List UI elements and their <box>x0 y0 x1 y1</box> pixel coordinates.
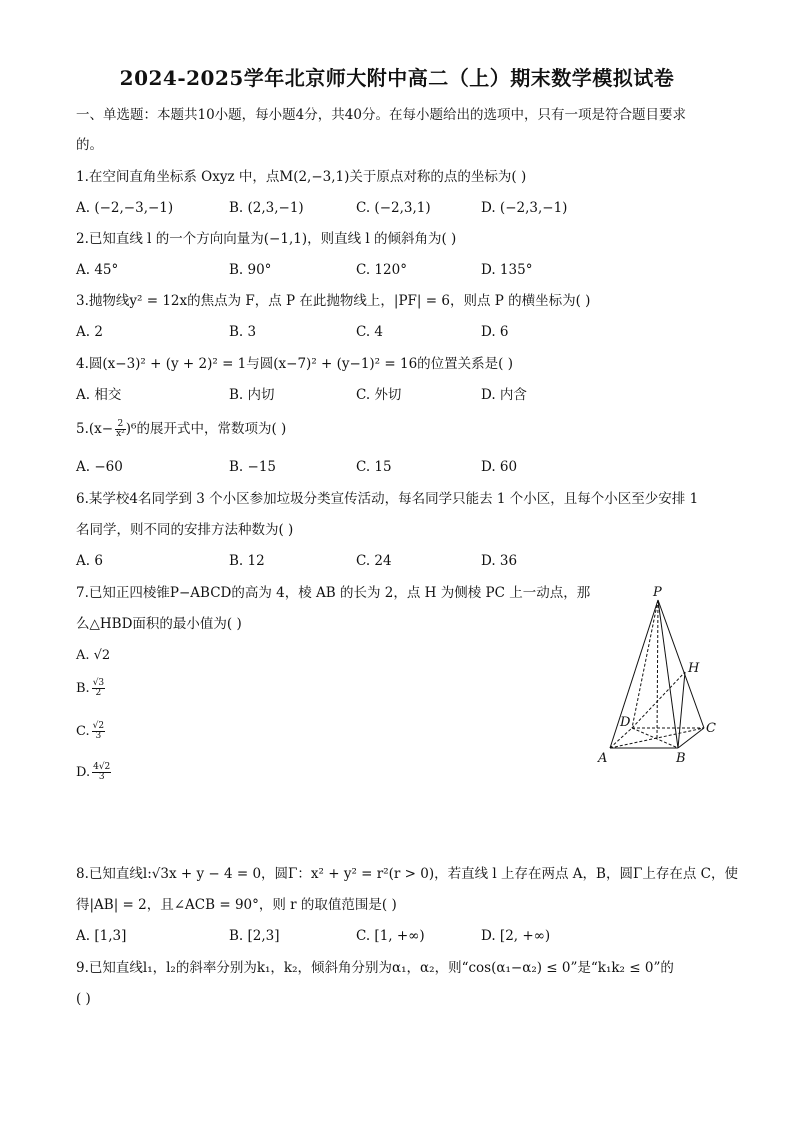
question-2-option-c: C. 120° <box>356 262 407 278</box>
question-2-option-a: A. 45° <box>76 262 119 278</box>
question-8-stem-line2: 得|AB| = 2，且∠ACB = 90°，则 r 的取值范围是( ) <box>76 897 397 913</box>
question-5-option-a: A. −60 <box>76 459 123 475</box>
height-line <box>657 600 658 738</box>
question-3-option-d: D. 6 <box>481 324 509 340</box>
question-5-fraction <box>115 420 126 439</box>
question-2-stem: 2.已知直线 l 的一个方向向量为(−1,1)，则直线 l 的倾斜角为( ) <box>76 231 457 247</box>
question-1-option-a: A. (−2,−3,−1) <box>76 200 174 216</box>
question-7-option-d-den: 3 <box>98 772 105 782</box>
question-1-option-c: C. (−2,3,1) <box>356 200 431 216</box>
question-5-option-b: B. −15 <box>229 459 276 475</box>
question-1-stem: 1.在空间直角坐标系 Oxyz 中，点M(2,−3,1)关于原点对称的点的坐标为( ) <box>76 169 527 185</box>
question-6-stem-line1: 6.某学校4名同学到 3 个小区参加垃圾分类宣传活动，每名同学只能去 1 个小区，且每个小区至少安排 1 <box>76 491 699 507</box>
question-1-option-b: B. (2,3,−1) <box>229 200 304 216</box>
question-6-stem-line2: 名同学，则不同的安排方法种数为( ) <box>76 522 294 538</box>
question-5-stem <box>76 420 286 439</box>
question-8-stem-line1: 8.已知直线l:√3x + y − 4 = 0，圆Γ：x² + y² = r²(r > 0)，若直线 l 上存在两点 A，B，圆Γ上存在点 C，使 <box>76 866 738 882</box>
question-3-option-b: B. 3 <box>229 324 257 340</box>
question-2-option-d: D. 135° <box>481 262 533 278</box>
question-7-option-b-num: √3 <box>92 678 105 688</box>
label-h: H <box>688 661 700 676</box>
question-7-option-b-fraction <box>92 679 105 698</box>
question-7-stem-line2: 么△HBD面积的最小值为( ) <box>76 616 242 632</box>
question-7-option-d-label: D. <box>76 765 91 780</box>
question-7-option-d-fraction <box>92 763 111 782</box>
question-8-option-a: A. [1,3] <box>76 928 127 944</box>
question-8-option-c: C. [1, +∞) <box>356 928 425 944</box>
question-5-option-c: C. 15 <box>356 459 392 475</box>
question-5-frac-num: 2 <box>115 420 126 430</box>
question-4-option-a: A. 相交 <box>76 387 122 403</box>
question-5-stem-post: )⁶的展开式中，常数项为( ) <box>125 421 287 437</box>
question-7-option-c-label: C. <box>76 724 90 739</box>
question-7-option-b <box>76 679 105 698</box>
question-7-option-c <box>76 722 105 741</box>
segment-hb <box>678 672 685 748</box>
question-6-option-b: B. 12 <box>229 553 265 569</box>
question-7-stem-line1: 7.已知正四棱锥P−ABCD的高为 4，棱 AB 的长为 2，点 H 为侧棱 PC 上一动点，那 <box>76 585 591 601</box>
label-c: C <box>706 721 716 736</box>
section-heading-line1: 一、单选题：本题共10小题，每小题4分，共40分。在每小题给出的选项中，只有一项是符合题目要求 <box>76 107 686 123</box>
question-7-option-d-num: 4√2 <box>93 762 111 772</box>
label-p: P <box>653 585 662 600</box>
question-9-stem-line2: ( ) <box>76 991 91 1007</box>
question-3-option-c: C. 4 <box>356 324 384 340</box>
question-4-option-b: B. 内切 <box>229 387 275 403</box>
question-3-stem: 3.抛物线y² = 12x的焦点为 F，点 P 在此抛物线上，|PF| = 6，则点 P 的横坐标为( ) <box>76 293 591 309</box>
question-7-option-c-den: 3 <box>95 731 102 741</box>
question-5-frac-den: x² <box>116 429 125 439</box>
question-4-option-c: C. 外切 <box>356 387 402 403</box>
segment-dh <box>632 672 685 728</box>
question-9-stem-line1: 9.已知直线l₁，l₂的斜率分别为k₁，k₂，倾斜角分别为α₁，α₂，则“cos(α₁−α₂) ≤ 0”是“k₁k₂ ≤ 0”的 <box>76 960 674 976</box>
section-heading-line2: 的。 <box>76 137 103 153</box>
question-2-option-b: B. 90° <box>229 262 272 278</box>
question-8-option-d: D. [2, +∞) <box>481 928 551 944</box>
question-5-stem-pre: 5.(x− <box>76 421 114 437</box>
label-d: D <box>620 715 631 730</box>
question-7-option-b-label: B. <box>76 681 90 696</box>
question-7-option-b-den: 2 <box>95 688 102 698</box>
label-a: A <box>598 751 608 766</box>
edge-pb <box>658 600 678 748</box>
question-5-option-d: D. 60 <box>481 459 518 475</box>
question-4-option-d: D. 内含 <box>481 387 527 403</box>
question-7-option-d <box>76 763 111 782</box>
question-7-option-a: A. √2 <box>76 648 111 663</box>
question-4-stem: 4.圆(x−3)² + (y + 2)² = 1与圆(x−7)² + (y−1)² = 16的位置关系是( ) <box>76 356 513 372</box>
question-6-option-c: C. 24 <box>356 553 392 569</box>
question-7-option-c-num: √2 <box>92 721 105 731</box>
question-7-option-c-fraction <box>92 722 105 741</box>
question-8-option-b: B. [2,3] <box>229 928 280 944</box>
question-3-option-a: A. 2 <box>76 324 103 340</box>
page-title: 2024-2025学年北京师大附中高二（上）期末数学模拟试卷 <box>119 66 675 90</box>
pyramid-figure <box>590 580 730 770</box>
label-b: B <box>676 751 686 766</box>
question-6-option-a: A. 6 <box>76 553 103 569</box>
question-6-option-d: D. 36 <box>481 553 518 569</box>
question-1-option-d: D. (−2,3,−1) <box>481 200 568 216</box>
edge-pd <box>632 600 658 728</box>
